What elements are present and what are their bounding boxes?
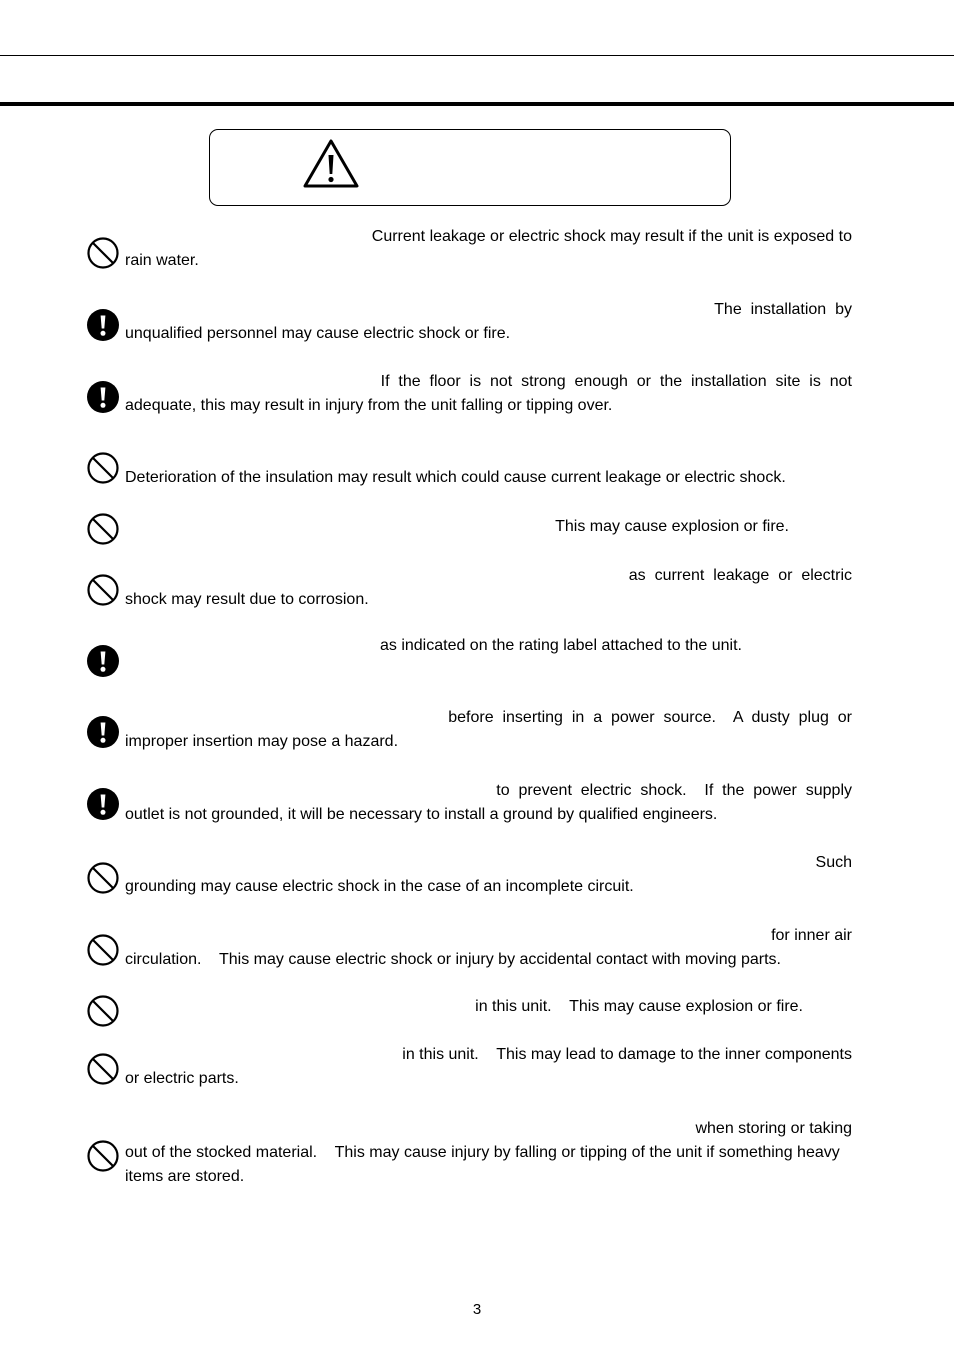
item-text-line: Current leakage or electric shock may result if the unit is exposed to <box>371 228 852 245</box>
mandatory-icon <box>86 787 120 821</box>
warning-triangle-icon <box>302 138 360 190</box>
item-text-line: for inner air <box>771 927 852 944</box>
item-text-line: If the floor is not strong enough or the installation site is not <box>380 373 852 390</box>
item-text-line: in this unit. This may cause explosion or fire. <box>475 998 803 1015</box>
prohibited-icon <box>86 236 120 270</box>
prohibited-icon <box>86 994 120 1028</box>
mandatory-icon <box>86 308 120 342</box>
prohibited-icon <box>86 512 120 546</box>
item-text-line: in this unit. This may lead to damage to the inner components <box>402 1046 852 1063</box>
item-text-line: circulation. This may cause electric shock or injury by accidental contact with moving parts. <box>125 951 781 968</box>
item-text-line: The installation by <box>714 301 852 318</box>
prohibited-icon <box>86 1139 120 1173</box>
item-text-line: when storing or taking <box>695 1120 852 1137</box>
item-text-line: adequate, this may result in injury from the unit falling or tipping over. <box>125 397 613 414</box>
item-text-line: This may cause explosion or fire. <box>555 518 789 535</box>
prohibited-icon <box>86 573 120 607</box>
warning-banner <box>209 129 731 206</box>
item-text-line: as indicated on the rating label attached to the unit. <box>379 637 742 654</box>
item-text-line: Deterioration of the insulation may result which could cause current leakage or electric shock. <box>125 469 786 486</box>
item-text-line: shock may result due to corrosion. <box>125 591 369 608</box>
page-number: 3 <box>472 1301 482 1318</box>
prohibited-icon <box>86 861 120 895</box>
mandatory-icon <box>86 644 120 678</box>
mandatory-icon <box>86 715 120 749</box>
prohibited-icon <box>86 933 120 967</box>
item-text-line: out of the stocked material. This may cause injury by falling or tipping of the unit if something heavy <box>125 1144 840 1161</box>
item-text-line: grounding may cause electric shock in the case of an incomplete circuit. <box>125 878 634 895</box>
header-rule-thick <box>0 102 954 106</box>
item-text-line: as current leakage or electric <box>628 567 852 584</box>
item-text-line: before inserting in a power source. A dusty plug or <box>448 709 852 726</box>
prohibited-icon <box>86 451 120 485</box>
item-text-line: items are stored. <box>125 1168 245 1185</box>
item-text-line: rain water. <box>125 252 199 269</box>
item-text-line: to prevent electric shock. If the power supply <box>496 782 852 799</box>
item-text-line: outlet is not grounded, it will be necessary to install a ground by qualified engineers. <box>125 806 718 823</box>
item-text-line: or electric parts. <box>125 1070 239 1087</box>
prohibited-icon <box>86 1052 120 1086</box>
item-text-line: unqualified personnel may cause electric shock or fire. <box>125 325 511 342</box>
item-text-line: Such <box>815 854 852 871</box>
mandatory-icon <box>86 380 120 414</box>
item-text-line: improper insertion may pose a hazard. <box>125 733 399 750</box>
header-rule-thin <box>0 55 954 56</box>
